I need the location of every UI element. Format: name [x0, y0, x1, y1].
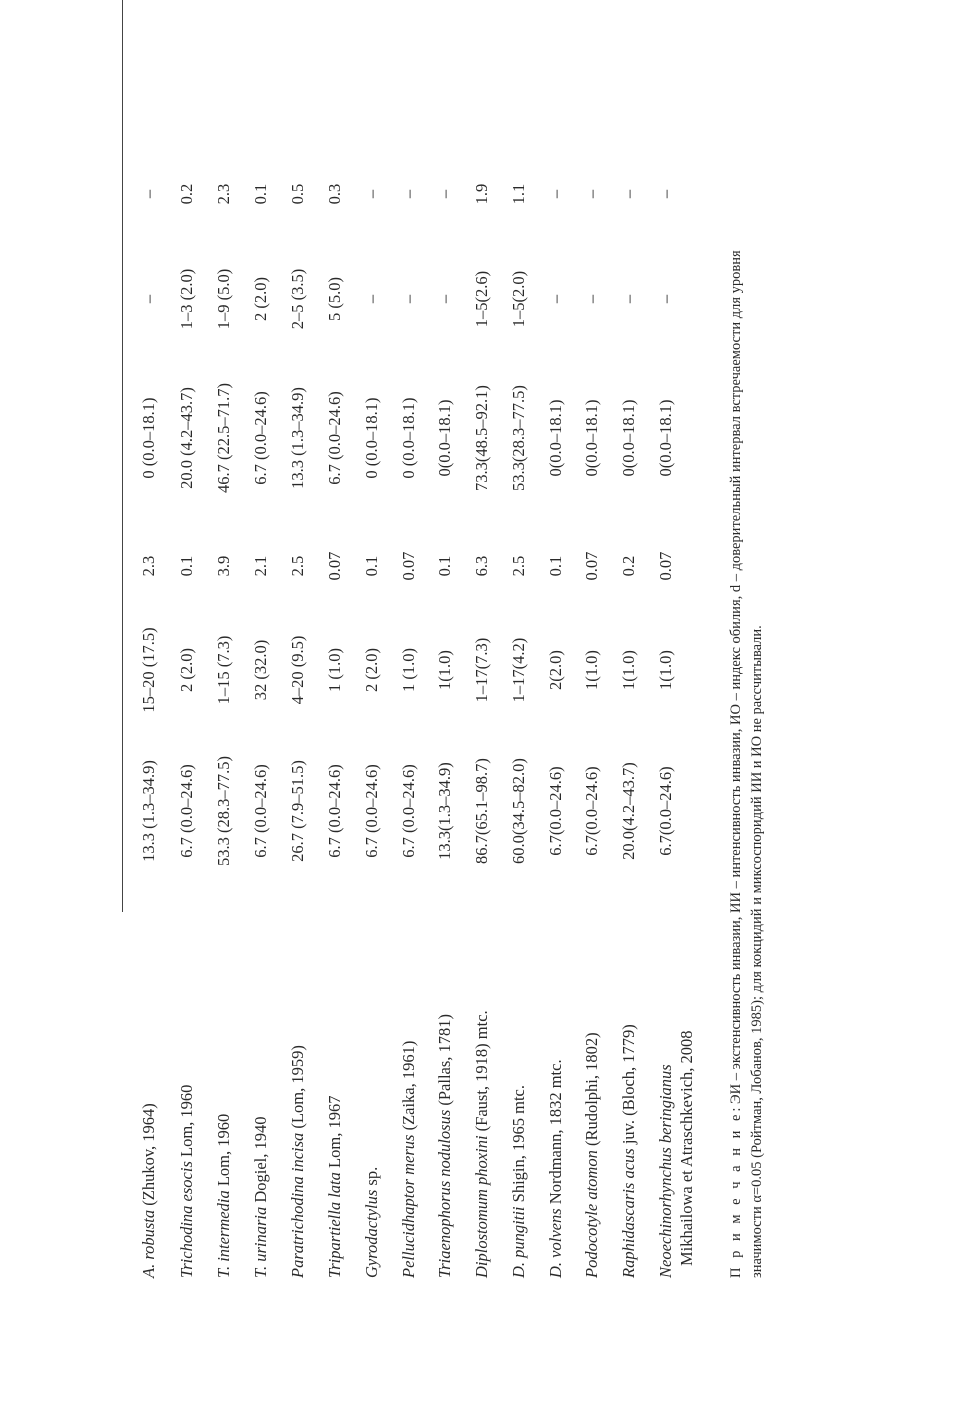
species-name: [168, 1085, 206, 1278]
table-row: [279, 0, 317, 1416]
cell-d: –: [435, 294, 454, 304]
species-latin: Triaenophorus nodulosus: [435, 1109, 454, 1278]
cell-ii: 2 (2.0): [362, 648, 381, 692]
table-row: [610, 0, 648, 1416]
cell-d: –: [362, 294, 381, 304]
cell-ei: 6.7(0.0–24.6): [546, 766, 565, 856]
cell-v: –: [435, 189, 454, 199]
cell-ii: 1(1.0): [656, 650, 675, 690]
cell-io: 0.07: [582, 551, 601, 581]
cell-v: –: [656, 189, 675, 199]
cell-ci: 0(0.0–18.1): [656, 399, 675, 477]
cell-v: –: [619, 189, 638, 199]
cell-io: 6.3: [472, 555, 491, 577]
cell-ii: 2(2.0): [546, 650, 565, 690]
note-text-2: значимости α=0.05 (Ройтман, Лобанов, 1985); для кокцидий и миксоспоридий ИИ и ИО не рассчитывали.: [749, 625, 765, 1278]
species-latin: Raphidascaris acus: [619, 1148, 638, 1278]
cell-d: –: [619, 294, 638, 304]
cell-ei: 6.7 (0.0–24.6): [362, 764, 381, 858]
cell-ei: 6.7(0.0–24.6): [656, 766, 675, 856]
cell-d: 1–9 (5.0): [214, 268, 233, 330]
cell-ei: 20.0(4.2–43.7): [619, 762, 638, 860]
species-author: (Zaika, 1961): [399, 1040, 418, 1135]
species-name: [500, 1085, 538, 1278]
species-latin: Tripartiella lata: [325, 1172, 344, 1278]
cell-d: 2 (2.0): [251, 277, 270, 321]
cell-ei: 53.3 (28.3–77.5): [214, 756, 233, 866]
cell-io: 2.1: [251, 555, 270, 577]
cell-io: 0.07: [325, 551, 344, 581]
table-row: [426, 0, 464, 1416]
species-latin: Podocotyle atomon: [582, 1150, 601, 1278]
species-author: (Pallas, 1781): [435, 1013, 454, 1110]
table-row: [130, 0, 168, 1416]
species-author: sp.: [362, 1166, 381, 1190]
cell-ci: 0(0.0–18.1): [582, 399, 601, 477]
table-row: [353, 0, 391, 1416]
cell-d: –: [656, 294, 675, 304]
cell-ci: 0(0.0–18.1): [619, 399, 638, 477]
cell-v: 0.2: [177, 183, 196, 205]
cell-ii: 4–20 (9.5): [288, 635, 307, 705]
species-author: Shigin, 1965 mtc.: [509, 1085, 528, 1207]
cell-ii: 32 (32.0): [251, 639, 270, 701]
species-latin: D. volvens: [546, 1208, 565, 1278]
species-name: [537, 1059, 575, 1278]
species-latin: Paratrichodina incisa: [288, 1132, 307, 1278]
cell-ci: 0(0.0–18.1): [435, 399, 454, 477]
species-name: [130, 1103, 168, 1278]
table-row: [647, 0, 696, 1416]
cell-io: 2.3: [139, 555, 158, 577]
cell-ci: 73.3(48.5–92.1): [472, 385, 491, 491]
cell-ci: 6.7 (0.0–24.6): [325, 391, 344, 485]
cell-ii: 2 (2.0): [177, 648, 196, 692]
cell-io: 0.2: [619, 555, 638, 577]
cell-d: 1–3 (2.0): [177, 268, 196, 330]
cell-ii: 1 (1.0): [399, 648, 418, 692]
species-latin: Neoechinorhynchus beringianus: [656, 1064, 675, 1278]
cell-ei: 13.3 (1.3–34.9): [139, 760, 158, 862]
species-latin: D. pungitii: [509, 1206, 528, 1278]
cell-ci: 13.3 (1.3–34.9): [288, 387, 307, 489]
cell-ei: 6.7 (0.0–24.6): [399, 764, 418, 858]
cell-ei: 26.7 (7.9–51.5): [288, 760, 307, 862]
table-row: [242, 0, 280, 1416]
cell-ei: 6.7 (0.0–24.6): [251, 764, 270, 858]
cell-v: 0.1: [251, 183, 270, 205]
species-author: Nordmann, 1832 mtc.: [546, 1059, 565, 1209]
table-row: [537, 0, 575, 1416]
cell-ei: 13.3(1.3–34.9): [435, 762, 454, 860]
cell-io: 0.1: [362, 555, 381, 577]
species-name: [353, 1167, 391, 1278]
cell-io: 0.1: [546, 555, 565, 577]
cell-ei: 60.0(34.5–82.0): [509, 758, 528, 864]
cell-d: –: [139, 294, 158, 304]
cell-ci: 6.7 (0.0–24.6): [251, 391, 270, 485]
cell-ci: 0 (0.0–18.1): [362, 397, 381, 479]
cell-ii: 1(1.0): [619, 650, 638, 690]
cell-io: 0.1: [435, 555, 454, 577]
cell-ci: 0 (0.0–18.1): [399, 397, 418, 479]
cell-io: 2.5: [288, 555, 307, 577]
species-author: Lom, 1960: [177, 1084, 196, 1162]
species-name: [463, 1010, 501, 1278]
cell-v: –: [399, 189, 418, 199]
species-author: (Faust, 1918) mtc.: [472, 1010, 491, 1136]
column-separator-v: [122, 0, 123, 239]
species-name: [426, 1014, 464, 1278]
cell-v: 0.5: [288, 183, 307, 205]
table-note-line2: [749, 625, 766, 1278]
cell-d: 2–5 (3.5): [288, 268, 307, 330]
table-row: [463, 0, 501, 1416]
table-note-line1: [728, 250, 745, 1278]
cell-v: 1.1: [509, 183, 528, 205]
cell-v: –: [362, 189, 381, 199]
cell-ii: 1 (1.0): [325, 648, 344, 692]
cell-io: 0.1: [177, 555, 196, 577]
cell-d: 5 (5.0): [325, 277, 344, 321]
cell-ii: 15–20 (17.5): [139, 627, 158, 713]
species-latin: Pellucidhaptor merus: [399, 1134, 418, 1278]
species-latin: T. urinaria: [251, 1206, 270, 1278]
cell-ci: 0 (0.0–18.1): [139, 397, 158, 479]
cell-io: 2.5: [509, 555, 528, 577]
species-author: (Lom, 1959): [288, 1045, 307, 1133]
cell-v: 2.3: [214, 183, 233, 205]
cell-ci: 53.3(28.3–77.5): [509, 385, 528, 491]
cell-v: –: [139, 189, 158, 199]
cell-d: 1–5(2.0): [509, 270, 528, 328]
cell-d: 1–5(2.6): [472, 270, 491, 328]
note-label: П р и м е ч а н и е: [728, 1111, 744, 1278]
cell-io: 0.07: [399, 551, 418, 581]
species-name: [610, 1024, 648, 1278]
species-name: [390, 1041, 428, 1278]
cell-ii: 1–15 (7.3): [214, 635, 233, 705]
species-latin: A. robusta: [139, 1209, 158, 1278]
species-name: [242, 1116, 280, 1278]
cell-d: –: [546, 294, 565, 304]
species-name: [205, 1114, 243, 1278]
cell-d: –: [399, 294, 418, 304]
cell-ei: 6.7 (0.0–24.6): [177, 764, 196, 858]
species-name: [573, 1032, 611, 1278]
species-author: (Rudolphi, 1802): [582, 1032, 601, 1151]
table-row: [205, 0, 243, 1416]
table-row: [390, 0, 428, 1416]
species-author: juv. (Bloch, 1779): [619, 1024, 638, 1149]
species-author: Dogiel, 1940: [251, 1116, 270, 1207]
cell-ii: 1(1.0): [435, 650, 454, 690]
cell-ci: 0(0.0–18.1): [546, 399, 565, 477]
species-name: [316, 1096, 354, 1278]
species-latin: Gyrodactylus: [362, 1189, 381, 1278]
species-author: Lom, 1960: [214, 1113, 233, 1191]
species-author: Lom, 1967: [325, 1095, 344, 1173]
species-author: (Zhukov, 1964): [139, 1103, 158, 1210]
cell-ii: 1–17(7.3): [472, 637, 491, 703]
species-author-line2: Mikhailowa et Atraschkevich, 2008: [677, 1030, 696, 1266]
cell-v: –: [546, 189, 565, 199]
cell-ei: 6.7(0.0–24.6): [582, 766, 601, 856]
cell-v: –: [582, 189, 601, 199]
cell-ii: 1(1.0): [582, 650, 601, 690]
cell-ei: 6.7 (0.0–24.6): [325, 764, 344, 858]
cell-io: 3.9: [214, 555, 233, 577]
cell-ci: 20.0 (4.2–43.7): [177, 387, 196, 489]
species-latin: Diplostomum phoxini: [472, 1135, 491, 1278]
cell-d: –: [582, 294, 601, 304]
table-row: [573, 0, 611, 1416]
cell-ii: 1–17(4.2): [509, 637, 528, 703]
cell-ei: 86.7(65.1–98.7): [472, 758, 491, 864]
cell-v: 1.9: [472, 183, 491, 205]
species-name: [279, 1045, 317, 1278]
species-latin: T. intermedia: [214, 1190, 233, 1278]
cell-io: 0.07: [656, 551, 675, 581]
table-row: [500, 0, 538, 1416]
cell-ci: 46.7 (22.5–71.7): [214, 383, 233, 493]
note-text-1: : ЭИ – экстенсивность инвазии, ИИ – интенсивность инвазии, ИО – индекс обилия, d – доверительный интервал встречаемости для уровня: [728, 250, 744, 1112]
table-row: [316, 0, 354, 1416]
species-latin: Trichodina esocis: [177, 1161, 196, 1278]
cell-v: 0.3: [325, 183, 344, 205]
table-row: [168, 0, 206, 1416]
